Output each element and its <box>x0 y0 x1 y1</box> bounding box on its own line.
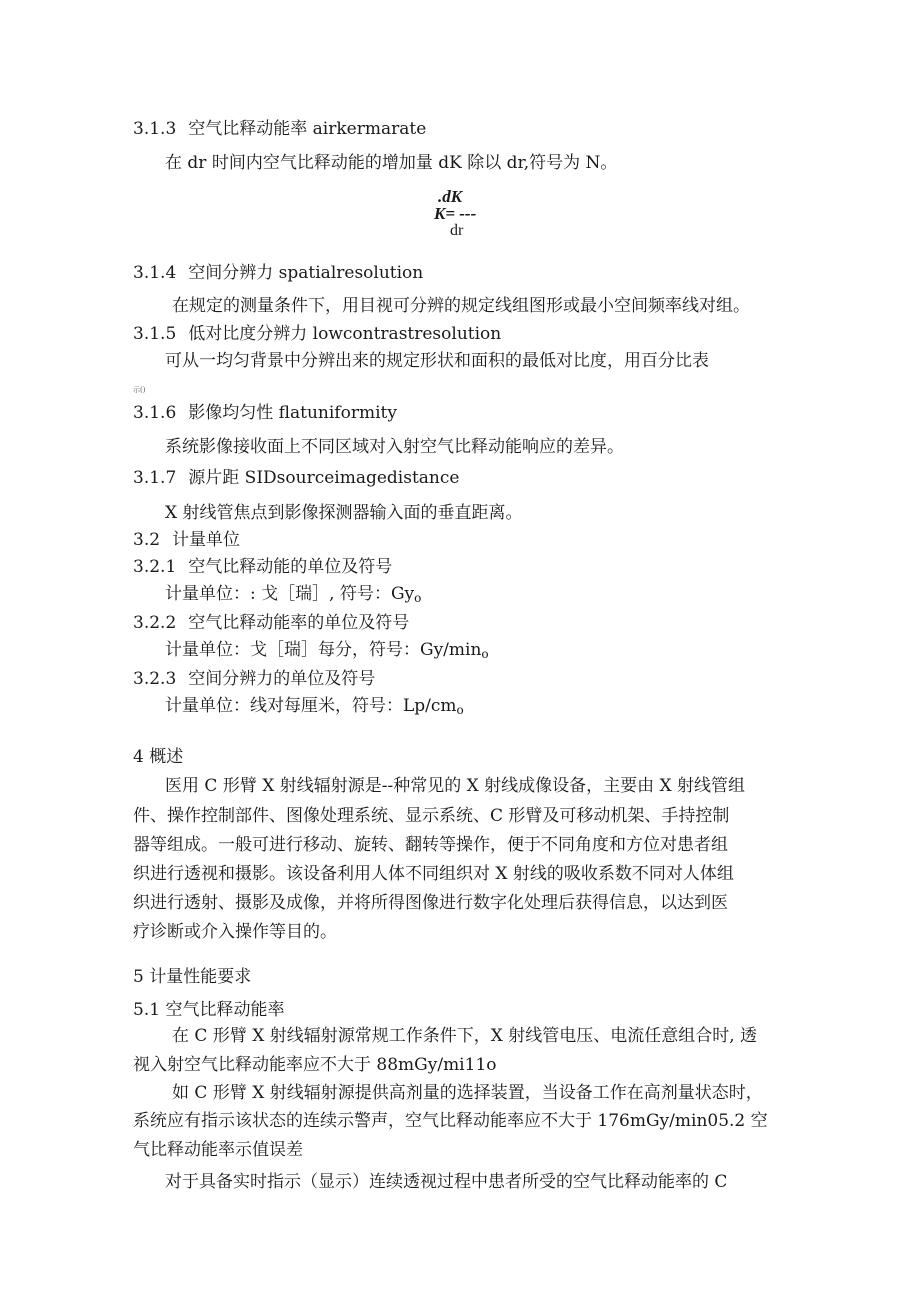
section-5-1-heading: 5.1 空气比释动能率 <box>133 1000 285 1020</box>
formula-denominator: dr <box>450 222 464 239</box>
section-title: 空间分辨力的单位及符号 <box>188 669 376 689</box>
section-5-1-line-2: 视入射空气比释动能率应不大于 88mGy/mi11o <box>133 1055 497 1075</box>
section-title: 影像均匀性 flatuniformity <box>188 403 397 423</box>
section-4-line-1: 医用 C 形臂 X 射线辐射源是--种常见的 X 射线成像设备，主要由 X 射线管组 <box>165 776 746 796</box>
section-3-1-3-heading <box>133 118 426 140</box>
section-number: 3.1.3 <box>133 119 177 139</box>
section-3-1-6-heading <box>133 402 397 424</box>
unit-subscript: o <box>414 591 422 605</box>
kerma-rate-formula <box>430 187 490 242</box>
section-5-2-line-1: 对于具备实时指示（显示）连续透视过程中患者所受的空气比释动能率的 C <box>165 1172 728 1192</box>
section-3-1-4-body: 在规定的测量条件下，用目视可分辨的规定线组图形或最小空间频率线对组。 <box>172 296 750 316</box>
section-4-line-3: 器等组成。一般可进行移动、旋转、翻转等操作，便于不同角度和方位对患者组 <box>133 835 728 855</box>
section-5-1-line-4: 系统应有指示该状态的连续示警声，空气比释动能率应不大于 176mGy/min05.2 空 <box>133 1111 768 1131</box>
section-3-1-7-body: X 射线管焦点到影像探测器输入面的垂直距离。 <box>165 503 523 523</box>
section-3-1-5-heading <box>133 323 501 345</box>
section-3-2-1-body <box>165 583 421 609</box>
section-5-heading: 5 计量性能要求 <box>133 967 252 987</box>
unit-subscript: o <box>456 703 464 717</box>
section-3-2-1-heading <box>133 556 392 578</box>
section-number: 3.1.6 <box>133 403 177 423</box>
section-5-1-line-3: 如 C 形臂 X 射线辐射源提供高剂量的选择装置，当设备工作在高剂量状态时， <box>172 1083 763 1103</box>
section-3-1-5-continuation: 示() <box>133 386 146 394</box>
section-number: 3.1.5 <box>133 324 177 344</box>
section-3-2-2-body <box>165 639 489 665</box>
section-5-1-line-5: 气比释动能率示值误差 <box>133 1140 303 1160</box>
section-3-1-6-body: 系统影像接收面上不同区域对入射空气比释动能响应的差异。 <box>165 437 624 457</box>
section-3-1-7-heading <box>133 467 459 489</box>
section-title: 空气比释动能率的单位及符号 <box>188 613 410 633</box>
section-title: 空间分辨力 spatialresolution <box>188 263 424 283</box>
section-4-heading: 4 概述 <box>133 747 184 767</box>
section-title: 空气比释动能的单位及符号 <box>188 557 393 577</box>
unit-text: 计量单位：线对每厘米，符号：Lp/cm <box>165 696 457 716</box>
unit-text: 计量单位：: 戈［瑞］, 符号：Gy <box>165 584 415 604</box>
section-number: 3.2.2 <box>133 613 177 633</box>
section-3-1-4-heading <box>133 262 423 284</box>
section-3-2-heading <box>133 529 240 551</box>
unit-text: 计量单位：戈［瑞］每分，符号：Gy/min <box>165 640 482 660</box>
formula-numerator: .dK <box>438 187 463 206</box>
section-3-1-3-body: 在 dr 时间内空气比释动能的增加量 dK 除以 dr,符号为 N。 <box>165 153 618 173</box>
section-title: 低对比度分辨力 lowcontrastresolution <box>188 324 502 344</box>
section-title: 计量单位 <box>172 530 241 550</box>
section-4-line-5: 织进行透射、摄影及成像，并将所得图像进行数字化处理后获得信息，以达到医 <box>133 893 728 913</box>
section-3-2-3-body <box>165 695 464 721</box>
section-5-1-line-1: 在 C 形臂 X 射线辐射源常规工作条件下，X 射线管电压、电流任意组合时, 透 <box>172 1026 758 1046</box>
section-title: 空气比释动能率 airkermarate <box>188 119 427 139</box>
section-4-line-2: 件、操作控制部件、图像处理系统、显示系统、C 形臂及可移动机架、手持控制 <box>133 806 730 826</box>
section-number: 3.2 <box>133 530 161 550</box>
section-number: 3.1.7 <box>133 468 177 488</box>
section-number: 3.1.4 <box>133 263 177 283</box>
section-3-2-2-heading <box>133 612 409 634</box>
section-4-line-6: 疗诊断或介入操作等目的。 <box>133 922 337 942</box>
unit-subscript: o <box>481 647 489 661</box>
section-4-line-4: 织进行透视和摄影。该设备利用人体不同组织对 X 射线的吸收系数不同对人体组 <box>133 864 734 884</box>
section-title: 源片距 SIDsourceimagedistance <box>188 468 460 488</box>
section-number: 3.2.3 <box>133 669 177 689</box>
section-3-1-5-body: 可从一均匀背景中分辨出来的规定形状和面积的最低对比度，用百分比表 <box>165 351 709 371</box>
section-3-2-3-heading <box>133 668 375 690</box>
formula-equation: K= --- <box>434 204 477 223</box>
section-number: 3.2.1 <box>133 557 177 577</box>
